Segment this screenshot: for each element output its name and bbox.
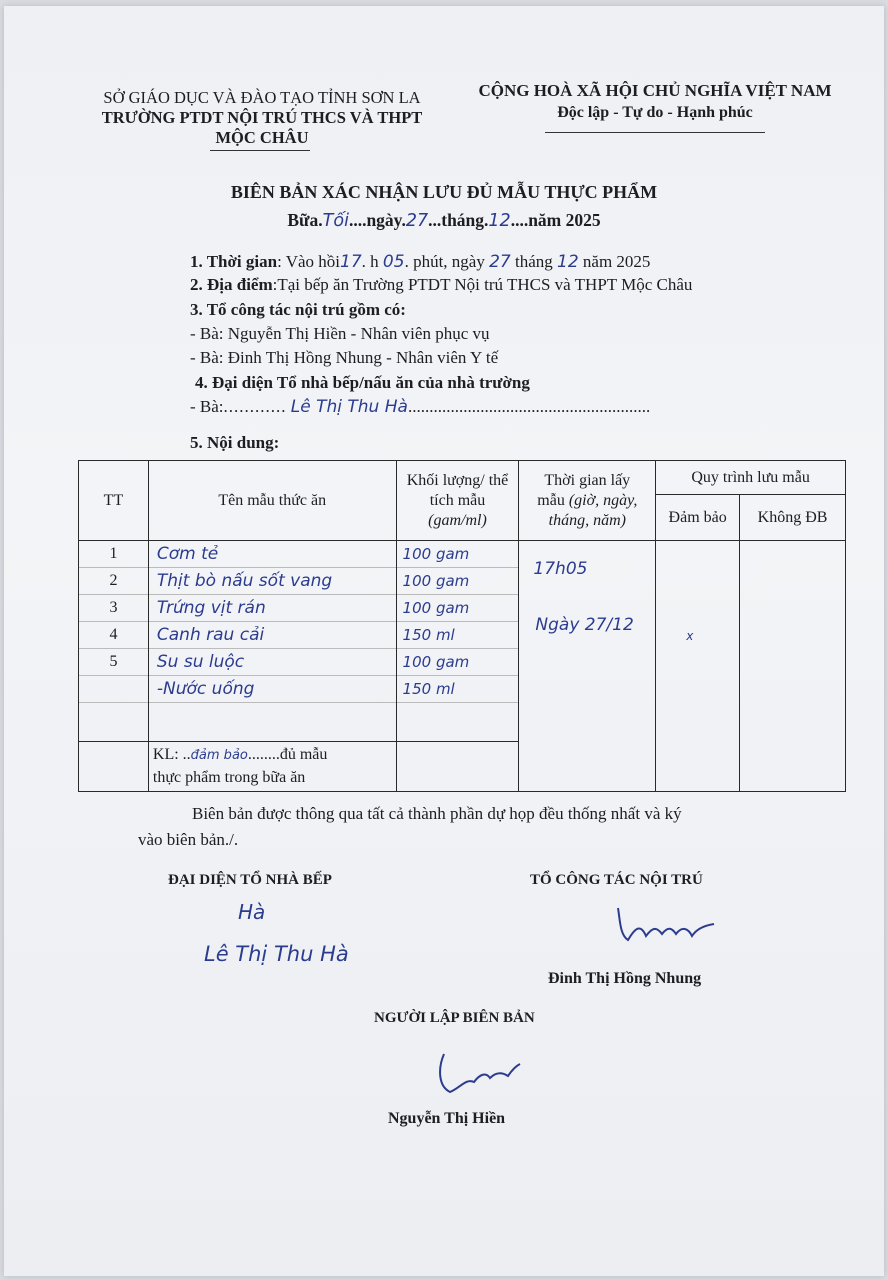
- header-tt: TT: [79, 461, 149, 541]
- header-quantity-l3: (gam/ml): [428, 511, 487, 529]
- header-storage-procedure: Quy trình lưu mẫu: [656, 461, 846, 495]
- meal-value: Tối: [322, 211, 349, 231]
- time-text: . phút, ngày: [404, 252, 485, 271]
- header-right-rule: [545, 132, 765, 133]
- food-quantity: 100 gam: [397, 568, 519, 595]
- place-text: :Tại bếp ăn Trường PTDT Nội trú THCS và THPT Mộc Châu: [272, 275, 693, 294]
- time-hour: 17: [340, 252, 362, 272]
- kitchen-label: 4. Đại diện Tổ nhà bếp/nấu ăn của nhà trường: [195, 373, 530, 392]
- kitchen-signer-name: Lê Thị Thu Hà: [204, 942, 349, 966]
- header-left: [92, 88, 432, 148]
- header-left-rule: [210, 150, 310, 151]
- content-label: 5. Nội dung:: [190, 433, 280, 452]
- sample-time-cell: [519, 541, 656, 792]
- row-number: [79, 676, 148, 703]
- row-number: 5: [79, 649, 148, 676]
- time-day: 27: [489, 252, 511, 272]
- conclusion-cell: [148, 742, 396, 792]
- row-number: 4: [79, 622, 148, 649]
- row-number: 2: [79, 568, 148, 595]
- food-name-column: [148, 541, 396, 742]
- food-name: Cơm tẻ: [149, 541, 396, 568]
- sample-time-hour: 17h05: [533, 559, 588, 579]
- sample-time-date: Ngày 27/12: [535, 615, 634, 635]
- header-food-name: Tên mẫu thức ăn: [148, 461, 396, 541]
- meal-line: [0, 210, 888, 231]
- food-quantity: 100 gam: [397, 541, 519, 568]
- time-text: tháng: [514, 252, 553, 271]
- kl-qty-cell: [396, 742, 519, 792]
- committee-member-1: - Bà: Nguyễn Thị Hiền - Nhân viên phục vụ: [190, 324, 490, 343]
- food-sample-table: [78, 460, 846, 792]
- time-line: [190, 252, 650, 272]
- kitchen-rep-line: - Bà:............ Lê Thị Thu Hà.........................................................: [190, 397, 651, 417]
- school-name-line1: TRƯỜNG PTDT NỘI TRÚ THCS VÀ THPT: [101, 108, 423, 127]
- food-name: Canh rau cải: [149, 622, 396, 649]
- food-quantity: 100 gam: [397, 595, 519, 622]
- closing-line2: vào biên bản./.: [138, 830, 239, 849]
- food-quantity: 150 ml: [397, 676, 519, 703]
- time-text: . h: [361, 252, 379, 271]
- food-name: Thịt bò nấu sốt vang: [149, 568, 396, 595]
- committee-signer-name: Đinh Thị Hồng Nhung: [548, 970, 702, 987]
- meal-day: 27: [405, 211, 429, 231]
- preparer-signature-icon: [430, 1048, 530, 1098]
- kitchen-sign-title: ĐẠI DIỆN TỔ NHÀ BẾP: [168, 872, 332, 888]
- time-label: 1. Thời gian: [190, 252, 278, 271]
- header-sample-time: [519, 461, 656, 541]
- header-ok: Đảm bảo: [656, 495, 740, 541]
- meal-text: ...tháng.: [428, 210, 489, 230]
- header-time-l2a: mẫu: [537, 491, 565, 509]
- kl-prefix: KL: ..: [152, 746, 191, 763]
- header-time-l3: tháng, năm): [548, 511, 626, 529]
- meal-text: ....năm 2025: [510, 210, 601, 230]
- time-month: 12: [557, 252, 579, 272]
- header-not-ok: Không ĐB: [740, 495, 846, 541]
- department-name: SỞ GIÁO DỤC VÀ ĐÀO TẠO TỈNH SƠN LA: [103, 88, 421, 107]
- header-quantity: [396, 461, 519, 541]
- row-number: 3: [79, 595, 148, 622]
- header-quantity-l1: Khối lượng/ thể: [406, 471, 509, 489]
- ok-cell: [656, 541, 740, 792]
- tt-column: [79, 541, 149, 742]
- header-quantity-l2: tích mẫu: [429, 491, 486, 509]
- kl-line2: thực phẩm trong bữa ăn: [152, 769, 306, 786]
- row-number: 1: [79, 541, 148, 568]
- header-time-l1: Thời gian lấy: [544, 471, 631, 489]
- time-text: năm 2025: [582, 252, 651, 271]
- closing-line1: Biên bản được thông qua tất cả thành phần dự họp đều thống nhất và ký: [192, 804, 682, 823]
- time-minute: 05: [382, 252, 405, 272]
- food-name: Trứng vịt rán: [149, 595, 396, 622]
- food-name: -Nước uống: [149, 676, 396, 703]
- committee-signature-icon: [610, 900, 720, 950]
- kitchen-rep-name: Lê Thị Thu Hà: [290, 397, 408, 417]
- meal-text: Bữa.: [287, 210, 323, 230]
- time-text: : Vào hồi: [277, 252, 341, 271]
- meal-text: ....ngày.: [348, 210, 406, 230]
- food-quantity: 150 ml: [397, 622, 519, 649]
- quantity-column: [396, 541, 519, 742]
- food-quantity: 100 gam: [397, 649, 519, 676]
- kl-tt-cell: [79, 742, 149, 792]
- committee-sign-title: TỔ CÔNG TÁC NỘI TRÚ: [530, 872, 703, 888]
- school-name-line2: MỘC CHÂU: [215, 128, 309, 147]
- kitchen-signature: Hà: [238, 900, 266, 924]
- document-title: BIÊN BẢN XÁC NHẬN LƯU ĐỦ MẪU THỰC PHẨM: [230, 182, 658, 202]
- header-time-l2b: (giờ, ngày,: [568, 491, 638, 509]
- kl-suffix: ........đủ mẫu: [247, 746, 328, 763]
- kl-value: đảm bảo: [190, 748, 248, 763]
- ok-mark: x: [686, 629, 694, 643]
- committee-member-2: - Bà: Đinh Thị Hồng Nhung - Nhân viên Y tế: [190, 348, 499, 367]
- header-right: [470, 80, 840, 124]
- food-name: Su su luộc: [149, 649, 396, 676]
- committee-label: 3. Tổ công tác nội trú gồm có:: [190, 300, 406, 319]
- place-label: 2. Địa điểm: [190, 275, 273, 294]
- kitchen-prefix: - Bà:: [190, 397, 224, 416]
- country-name: CỘNG HOÀ XÃ HỘI CHỦ NGHĨA VIỆT NAM: [478, 81, 832, 100]
- place-line: [190, 275, 692, 295]
- preparer-sign-title: NGƯỜI LẬP BIÊN BẢN: [374, 1010, 535, 1026]
- preparer-signer-name: Nguyễn Thị Hiền: [388, 1110, 506, 1127]
- meal-month: 12: [488, 211, 511, 231]
- not-ok-cell: [740, 541, 846, 792]
- national-motto: Độc lập - Tự do - Hạnh phúc: [557, 104, 753, 121]
